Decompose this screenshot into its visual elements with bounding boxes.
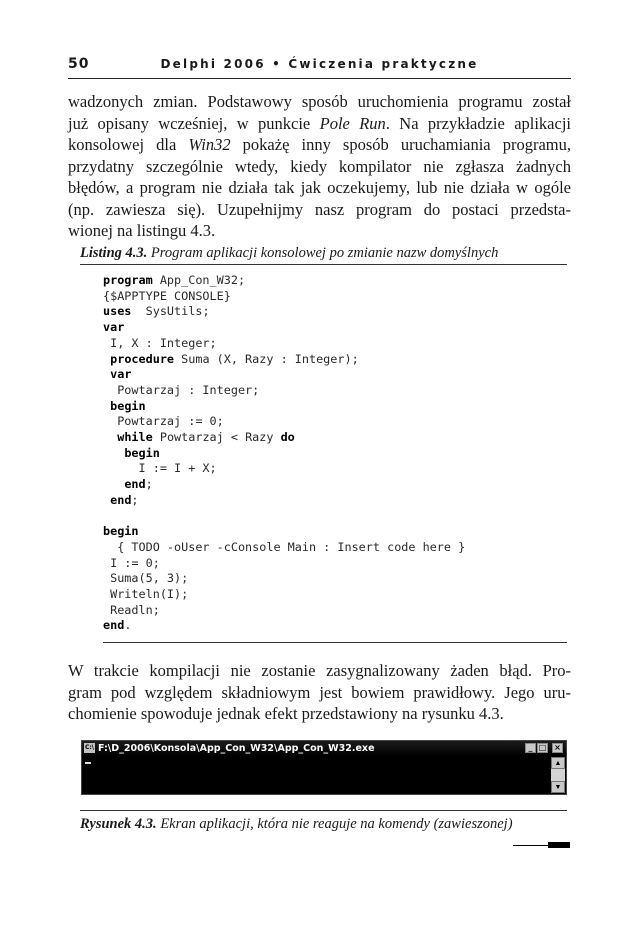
code-line xyxy=(103,414,224,428)
code-line xyxy=(103,618,131,632)
listing-caption-text: Program aplikacji konsolowej po zmianie nazw domyślnych xyxy=(150,245,499,261)
code-text xyxy=(103,477,124,491)
page-number: 50 xyxy=(68,56,90,72)
code-keyword: end xyxy=(103,618,125,633)
code-line xyxy=(103,493,139,507)
line-text: przydatny szczególnie wtedy, kiedy kompilator nie zgłasza żadnych xyxy=(68,156,571,176)
emphasis-text: Win32 xyxy=(188,135,231,154)
code-line xyxy=(103,540,465,554)
scroll-down-icon[interactable]: ▼ xyxy=(551,781,565,793)
line-text: gram pod względem składniowym jest bowiem prawidłowy. Jego uru- xyxy=(68,682,571,702)
code-line xyxy=(103,320,124,334)
console-window xyxy=(81,740,567,795)
paragraph-intro xyxy=(68,91,571,242)
code-keyword: begin xyxy=(124,445,160,460)
code-line xyxy=(103,587,188,601)
code-keyword: var xyxy=(103,320,125,335)
code-line xyxy=(103,446,160,460)
code-keyword: end xyxy=(124,477,146,492)
code-text: ; xyxy=(131,492,139,507)
code-line xyxy=(103,273,245,287)
code-text: Powtarzaj := 0; xyxy=(103,414,224,429)
line-text: błędów, a program nie działa tak jak oczekujemy, lub nie działa w ogóle xyxy=(68,178,571,197)
code-line xyxy=(103,477,153,491)
code-keyword: end xyxy=(110,492,132,507)
listing-rule xyxy=(103,642,567,643)
text-line xyxy=(68,113,571,135)
code-line xyxy=(103,556,160,570)
code-keyword: while xyxy=(117,430,153,445)
line-text: chomienie spowoduje jednak efekt przedstawiony na rysunku 4.3. xyxy=(68,704,504,723)
code-text: Writeln(I); xyxy=(103,587,189,602)
emphasis-text: Pole Run xyxy=(319,113,386,133)
text-line xyxy=(68,660,571,682)
console-system-icon[interactable]: C:\ xyxy=(85,744,94,751)
code-line xyxy=(103,603,160,617)
figure-label: Rysunek 4.3. xyxy=(80,816,157,832)
line-text: konsolowej dla xyxy=(68,135,189,154)
scroll-up-icon[interactable]: ▲ xyxy=(551,757,565,769)
console-window-title: F:\D_2006\Konsola\App_Con_W32\App_Con_W32.exe xyxy=(98,743,375,754)
paragraph-result xyxy=(68,660,571,725)
code-line xyxy=(103,399,146,413)
code-text xyxy=(103,446,124,460)
code-text: Suma(5, 3); xyxy=(103,571,189,586)
listing-caption xyxy=(80,245,567,265)
code-text: . xyxy=(124,618,132,633)
code-text: SysUtils; xyxy=(131,304,210,319)
maximize-icon[interactable]: □ xyxy=(538,743,547,752)
text-line xyxy=(68,156,571,178)
code-line xyxy=(103,367,131,381)
code-text: ; xyxy=(145,477,153,492)
code-line xyxy=(103,304,210,318)
line-text: wionej na listingu 4.3. xyxy=(68,221,216,240)
code-text: Powtarzaj : Integer; xyxy=(103,382,260,397)
code-line xyxy=(103,461,217,475)
console-scrollbar[interactable] xyxy=(551,757,565,793)
code-keyword: begin xyxy=(103,524,139,539)
line-text: (np. zawiesza się). Uzupełnijmy nasz program do postaci przedsta- xyxy=(68,199,571,219)
footer-bar xyxy=(548,842,570,848)
code-text: Suma (X, Razy : Integer); xyxy=(174,351,359,366)
text-line xyxy=(68,134,571,156)
text-line xyxy=(68,220,571,242)
code-line xyxy=(103,383,259,397)
code-text xyxy=(103,430,117,444)
code-keyword: do xyxy=(280,430,295,445)
text-line xyxy=(68,199,571,221)
code-line xyxy=(103,571,188,585)
figure-caption xyxy=(80,810,567,833)
line-text: wadzonych zmian. Podstawowy sposób uruchomienia programu został xyxy=(68,92,571,111)
code-listing xyxy=(103,273,567,634)
code-text: App_Con_W32; xyxy=(152,273,246,287)
code-line xyxy=(103,336,217,350)
code-text: I, X : Integer; xyxy=(103,335,217,350)
code-keyword: uses xyxy=(103,304,132,319)
code-line xyxy=(103,352,359,366)
line-text: W trakcie kompilacji nie zostanie zasygnalizowany żaden błąd. Pro- xyxy=(68,661,571,680)
code-text: I := I + X; xyxy=(103,461,217,476)
code-text: { TODO -oUser -cConsole Main : Insert code here } xyxy=(103,539,466,554)
text-line xyxy=(68,91,571,113)
footer-rule xyxy=(513,845,548,846)
code-text: Powtarzaj < Razy xyxy=(152,430,281,445)
text-line xyxy=(68,703,571,725)
code-text: {$APPTYPE CONSOLE} xyxy=(103,288,231,303)
code-keyword: procedure xyxy=(110,351,175,366)
console-title-bar[interactable] xyxy=(82,741,566,756)
code-line xyxy=(103,289,231,303)
code-keyword: program xyxy=(103,273,153,287)
minimize-icon[interactable]: _ xyxy=(525,743,536,753)
figure-caption-text: Ekran aplikacji, która nie reaguje na komendy (zawieszonej) xyxy=(160,816,513,832)
code-text: I := 0; xyxy=(103,555,160,570)
line-text: pokażę inny sposób uruchamiania programu, xyxy=(230,135,571,154)
code-line xyxy=(103,430,295,444)
running-title: Delphi 2006 • Ćwiczenia praktyczne xyxy=(160,57,479,71)
code-text: Readln; xyxy=(103,602,160,617)
text-line xyxy=(68,177,571,199)
text-line xyxy=(68,682,571,704)
console-output[interactable] xyxy=(82,756,550,794)
page-header xyxy=(68,56,571,79)
line-text: już opisany wcześniej, w punkcie xyxy=(68,113,320,133)
code-line xyxy=(103,524,139,538)
code-keyword: var xyxy=(110,367,132,382)
console-cursor xyxy=(85,762,91,764)
listing-label: Listing 4.3. xyxy=(80,245,148,261)
close-icon[interactable]: × xyxy=(552,743,563,753)
code-keyword: begin xyxy=(110,398,146,413)
line-text: . Na przykładzie aplikacji xyxy=(385,113,571,133)
